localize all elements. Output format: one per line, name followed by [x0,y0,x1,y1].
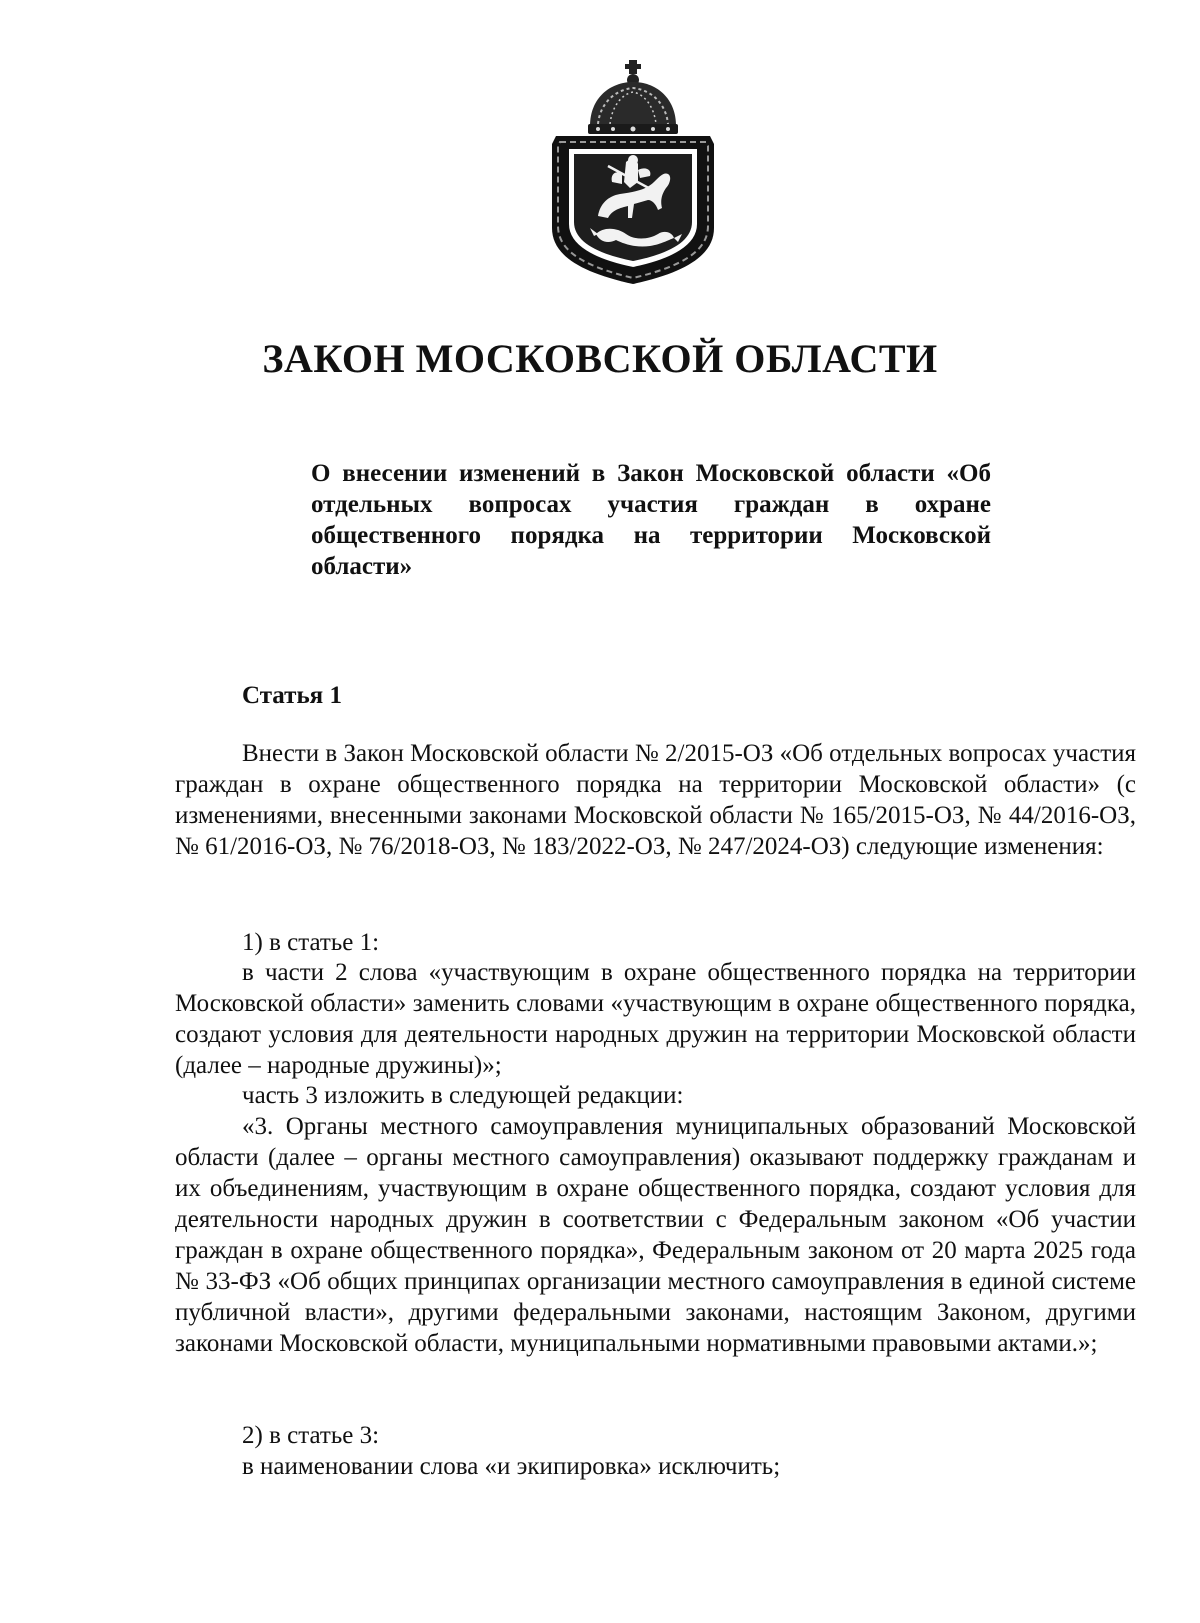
law-subtitle: О внесении изменений в Закон Московской области «Об отдельных вопросах участия граждан в охране общественного порядка на территории Московской области» [311,460,991,580]
paragraph-item-2-change: в наименовании слова «и экипировка» исключить; [242,1453,781,1480]
paragraph-item-1-heading: 1) в статье 1: [242,929,380,956]
paragraph-part-3-text: «3. Органы местного самоуправления муниципальных образований Московской области (далее – органы местного самоуправления) оказывают поддержку гражданам и их объединениям, участвующим в охране общественного порядка, создают условия для деятельности народных дружин в соответствии с Федеральным законом «Об участии граждан в охране общественного порядка», Федеральным законом от 20 марта 2025 года № 33-ФЗ «Об общих принципах организации местного самоуправления в единой системе публичной власти», другими федеральными законами, настоящим Законом, другими законами Московской области, муниципальными нормативными правовыми актами.»; [175,1113,1136,1357]
paragraph-item-2-heading: 2) в статье 3: [242,1422,380,1449]
crown-icon [588,60,678,134]
coat-of-arms-emblem [538,58,728,286]
paragraph-part-2-change: в части 2 слова «участвующим в охране общественного порядка на территории Московской области» заменить словами «участвующим в охране общественного порядка, создают условия для деятельности народных дружин на территории Московской области (далее – народные дружины)»; [175,959,1136,1079]
law-title: ЗАКОН МОСКОВСКОЙ ОБЛАСТИ [262,336,938,381]
paragraph-intro: Внести в Закон Московской области № 2/2015-ОЗ «Об отдельных вопросах участия граждан в охране общественного порядка на территории Московской области» (с изменениями, внесенными законами Московской области № 165/2015-ОЗ, № 44/2016-ОЗ, № 61/2016-ОЗ, № 76/2018-ОЗ, № 183/2022-ОЗ, № 247/2024-ОЗ) следующие изменения: [175,740,1136,860]
article-heading: Статья 1 [242,682,342,709]
paragraph-part-3-intro: часть 3 изложить в следующей редакции: [242,1082,684,1109]
